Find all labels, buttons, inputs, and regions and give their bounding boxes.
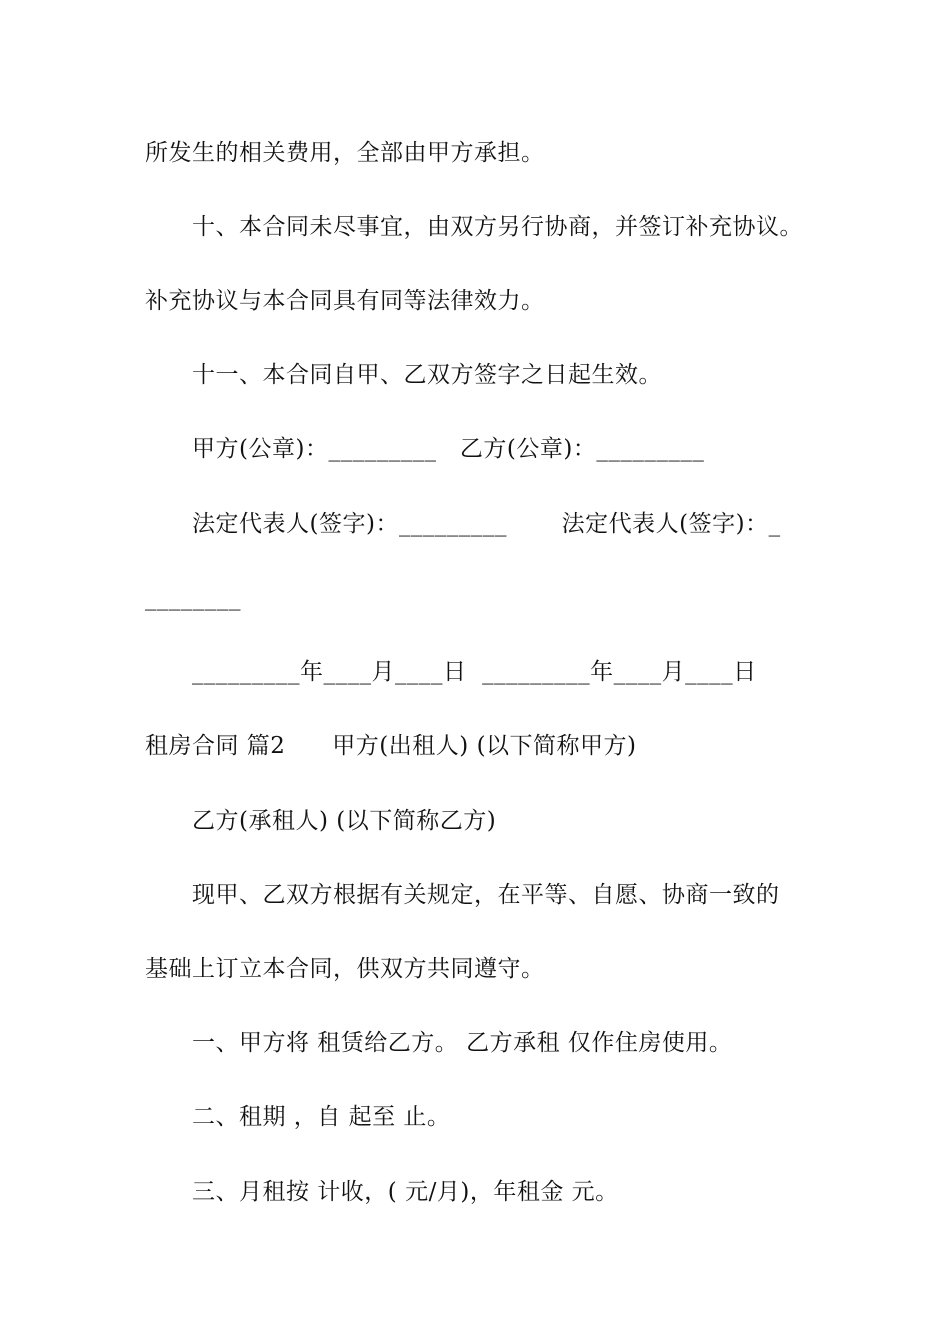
date-line: _________年____月____日 _________年____月____日 [192,659,757,685]
clause-eleven: 十一、本合同自甲、乙双方签字之日起生效。 [192,362,662,388]
text-line: 补充协议与本合同具有同等法律效力。 [145,288,545,314]
clause-three: 三、月租按 计收，( 元/月)，年租金 元。 [192,1179,619,1205]
signature-line: 法定代表人(签字)：_________ 法定代表人(签字)：_ [192,511,781,537]
clause-one: 一、甲方将 租赁给乙方。 乙方承租 仅作住房使用。 [192,1030,733,1056]
party-b-line: 乙方(承租人) (以下简称乙方) [192,808,497,834]
clause-two: 二、租期 ，自 起至 止。 [192,1104,451,1130]
section-heading: 租房合同 篇2 甲方(出租人) (以下简称甲方) [145,733,637,759]
signature-line-continued: ________ [145,585,241,611]
seal-line: 甲方(公章)：_________ 乙方(公章)：_________ [192,436,705,462]
clause-ten: 十、本合同未尽事宜，由双方另行协商，并签订补充协议。 [192,214,803,240]
preamble-line: 现甲、乙双方根据有关规定，在平等、自愿、协商一致的 [192,882,780,908]
text-line: 基础上订立本合同，供双方共同遵守。 [145,956,545,982]
text-line: 所发生的相关费用，全部由甲方承担。 [145,140,545,166]
